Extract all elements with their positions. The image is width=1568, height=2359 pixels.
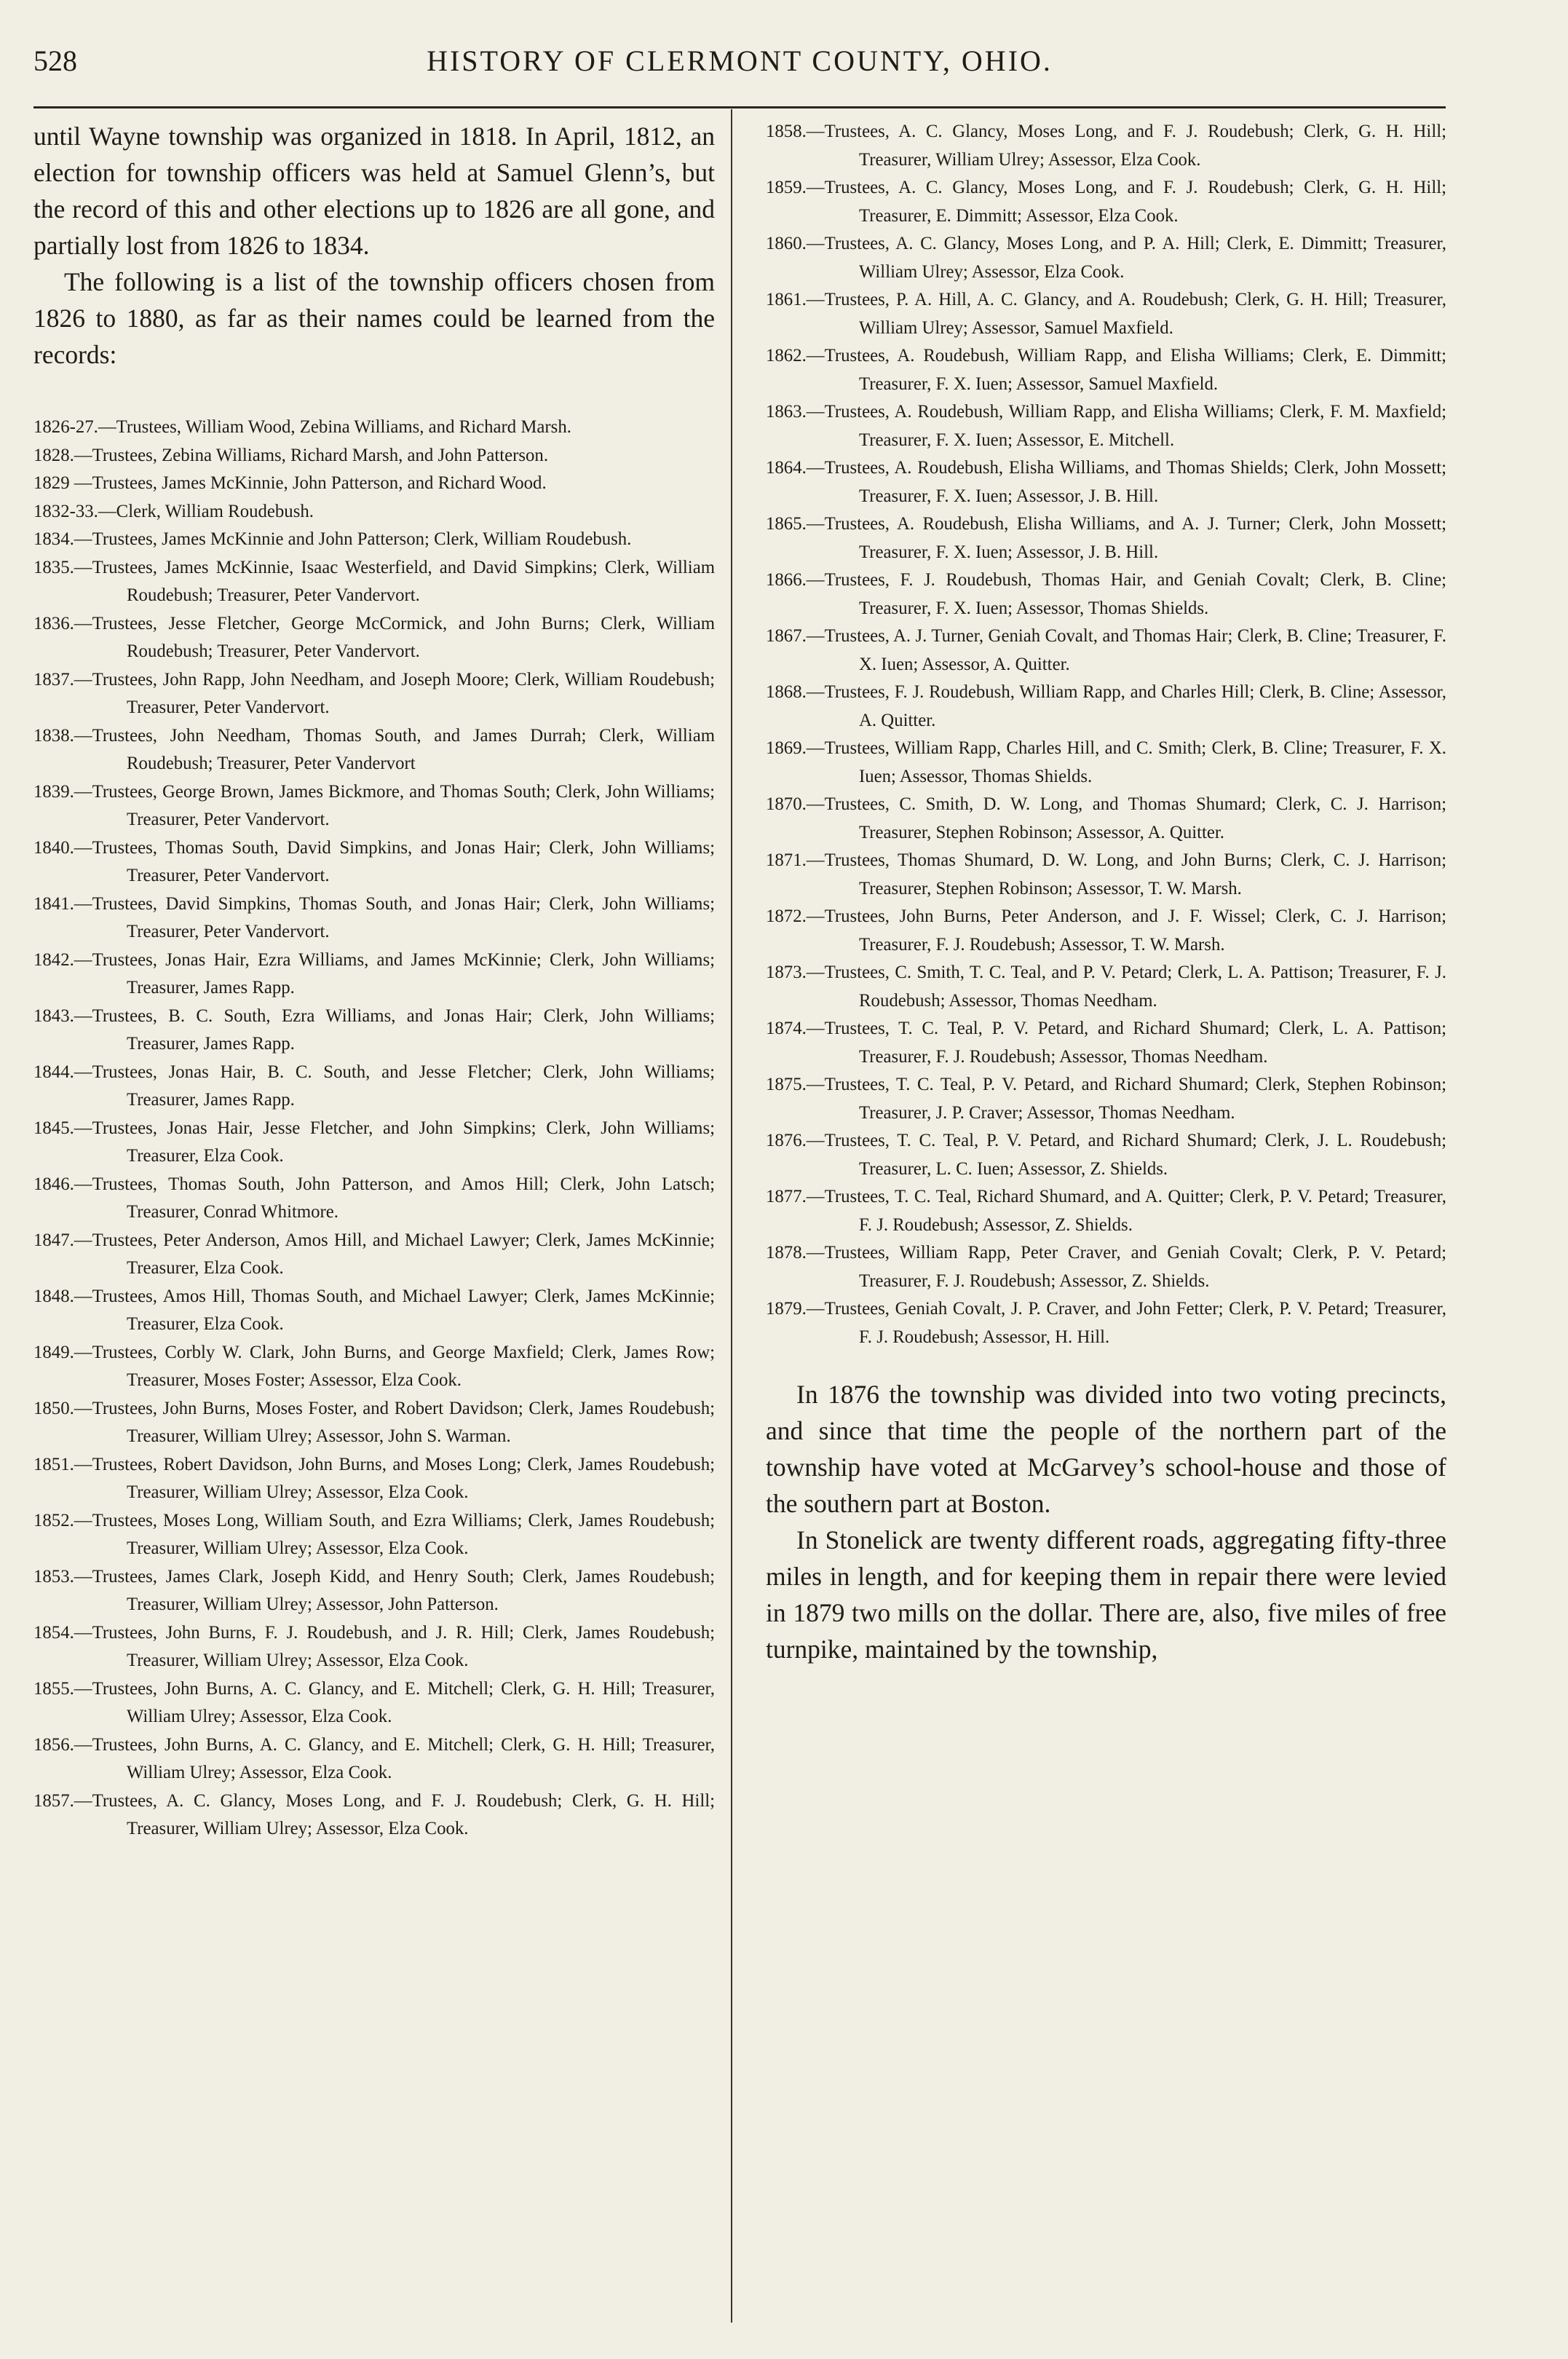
officer-entry: [33, 1395, 715, 1451]
entry-text: —Trustees, A. C. Glancy, Moses Long, and F. J. Roudebush; Clerk, G. H. Hill; Treasurer, E. Dimmitt; Assessor, Elza Cook.: [806, 178, 1446, 226]
officer-entry: [33, 554, 715, 610]
officer-entry: [766, 847, 1446, 903]
officer-entry: [33, 610, 715, 666]
entry-text: —Trustees, A. C. Glancy, Moses Long, and F. J. Roudebush; Clerk, G. H. Hill; Treasurer, William Ulrey; Assessor, Elza Cook.: [74, 1790, 715, 1838]
officer-entry: [33, 526, 715, 554]
page-number: 528: [33, 44, 77, 77]
entry-year: 1874.: [766, 1019, 807, 1038]
running-head: HISTORY OF CLERMONT COUNTY, OHIO.: [427, 44, 1053, 77]
entry-text: —Trustees, John Burns, Moses Foster, and Robert Davidson; Clerk, James Roudebush; Treasurer, William Ulrey; Assessor, John S. Warman.: [74, 1398, 715, 1446]
entry-year: 1865.: [766, 514, 807, 534]
officer-entry: [766, 118, 1446, 174]
officer-entry: [766, 1239, 1446, 1295]
officer-entry: [33, 1115, 715, 1171]
closing-paragraph: In 1876 the township was divided into two voting precincts, and since that time the people of the northern part of the township have voted at McGarvey’s school-house and those of the southern part at Boston.: [766, 1380, 1446, 1518]
entry-text: —Trustees, P. A. Hill, A. C. Glancy, and A. Roudebush; Clerk, G. H. Hill; Treasurer, William Ulrey; Assessor, Samuel Maxfield.: [806, 290, 1446, 338]
officer-entry: [766, 1183, 1446, 1239]
officer-entry: [33, 722, 715, 778]
officer-entry: [33, 1507, 715, 1563]
officer-entry: [766, 1127, 1446, 1183]
entry-text: —Trustees, A. C. Glancy, Moses Long, and P. A. Hill; Clerk, E. Dimmitt; Treasurer, William Ulrey; Assessor, Elza Cook.: [806, 234, 1446, 282]
entry-text: —Trustees, F. J. Roudebush, William Rapp, and Charles Hill; Clerk, B. Cline; Assessor, A. Quitter.: [806, 682, 1446, 730]
entry-year: 1834.: [33, 529, 74, 549]
entry-year: 1859.: [766, 178, 807, 197]
entry-text: —Trustees, Jesse Fletcher, George McCormick, and John Burns; Clerk, William Roudebush; Treasurer, Peter Vandervort.: [74, 613, 715, 661]
entry-year: 1877.: [766, 1187, 807, 1206]
entry-year: 1867.: [766, 626, 807, 646]
entry-text: —Trustees, C. Smith, T. C. Teal, and P. V. Petard; Clerk, L. A. Pattison; Treasurer, F. J. Roudebush; Assessor, Thomas Needham.: [806, 963, 1446, 1011]
entry-text: —Trustees, Moses Long, William South, and Ezra Williams; Clerk, James Roudebush; Treasurer, William Ulrey; Assessor, Elza Cook.: [74, 1510, 715, 1558]
entry-year: 1847.: [33, 1230, 74, 1250]
entry-year: 1848.: [33, 1286, 74, 1306]
officer-entry: [766, 230, 1446, 286]
officer-entry: [33, 1059, 715, 1115]
entry-year: 1853.: [33, 1566, 74, 1587]
officer-entry: [766, 342, 1446, 398]
officer-entry: [33, 1339, 715, 1395]
entry-text: —Trustees, T. C. Teal, P. V. Petard, and Richard Shumard; Clerk, Stephen Robinson; Treasurer, J. P. Craver; Assessor, Thomas Needham.: [806, 1075, 1446, 1123]
entry-year: 1835.: [33, 557, 74, 577]
officer-entry: [33, 498, 715, 526]
entry-text: —Trustees, James Clark, Joseph Kidd, and Henry South; Clerk, James Roudebush; Treasurer, William Ulrey; Assessor, John Patterson.: [74, 1566, 715, 1614]
entry-year: 1846.: [33, 1174, 74, 1194]
entry-year: 1864.: [766, 458, 807, 478]
entry-year: 1860.: [766, 234, 807, 253]
officer-entry: [33, 1563, 715, 1619]
entry-year: 1878.: [766, 1243, 807, 1263]
entry-text: —Trustees, A. Roudebush, William Rapp, and Elisha Williams; Clerk, F. M. Maxfield; Treasurer, F. X. Iuen; Assessor, E. Mitchell.: [806, 402, 1446, 450]
entry-text: —Trustees, A. Roudebush, Elisha Williams, and A. J. Turner; Clerk, John Mossett; Treasurer, F. X. Iuen; Assessor, J. B. Hill.: [806, 514, 1446, 562]
officer-entry: [33, 470, 715, 498]
entry-year: 1861.: [766, 290, 807, 309]
entry-text: —Trustees, John Burns, A. C. Glancy, and E. Mitchell; Clerk, G. H. Hill; Treasurer, William Ulrey; Assessor, Elza Cook.: [74, 1734, 715, 1782]
entry-year: 1841.: [33, 893, 74, 914]
entry-year: 1879.: [766, 1299, 807, 1319]
officer-entry: [33, 947, 715, 1003]
entry-text: —Trustees, Peter Anderson, Amos Hill, and Michael Lawyer; Clerk, James McKinnie; Treasurer, Elza Cook.: [74, 1230, 715, 1278]
entry-year: 1875.: [766, 1075, 807, 1094]
entry-year: 1854.: [33, 1622, 74, 1643]
entry-year: 1869.: [766, 738, 807, 758]
entry-year: 1862.: [766, 346, 807, 365]
entry-text: —Trustees, Thomas Shumard, D. W. Long, and John Burns; Clerk, C. J. Harrison; Treasurer, Stephen Robinson; Assessor, T. W. Marsh.: [806, 850, 1446, 898]
officer-entry: [766, 1015, 1446, 1071]
officer-entry: [766, 903, 1446, 959]
officer-entry: [33, 666, 715, 722]
entry-text: —Trustees, William Wood, Zebina Williams, and Richard Marsh.: [98, 417, 571, 437]
entry-year: 1870.: [766, 794, 807, 814]
closing-paragraph: In Stonelick are twenty different roads, aggregating fifty-three miles in length, and for keeping them in repair there were levied in 1879 two mills on the dollar. There are, also, five miles of free turnpike, maintained by the township,: [766, 1525, 1446, 1664]
entry-text: —Trustees, David Simpkins, Thomas South, and Jonas Hair; Clerk, John Williams; Treasurer, Peter Vandervort.: [74, 893, 715, 941]
entry-text: —Trustees, T. C. Teal, P. V. Petard, and Richard Shumard; Clerk, L. A. Pattison; Treasurer, F. J. Roudebush; Assessor, Thomas Needham.: [806, 1019, 1446, 1067]
column-divider: [731, 109, 732, 2323]
entry-text: —Trustees, A. Roudebush, Elisha Williams, and Thomas Shields; Clerk, John Mossett; Treasurer, F. X. Iuen; Assessor, J. B. Hill.: [806, 458, 1446, 506]
entry-text: —Trustees, Geniah Covalt, J. P. Craver, and John Fetter; Clerk, P. V. Petard; Treasurer, F. J. Roudebush; Assessor, H. Hill.: [806, 1299, 1446, 1347]
entry-year: 1838.: [33, 725, 74, 746]
entry-text: —Trustees, Thomas South, John Patterson, and Amos Hill; Clerk, John Latsch; Treasurer, Conrad Whitmore.: [74, 1174, 715, 1222]
entry-year: 1866.: [766, 570, 807, 590]
officer-entry: [766, 735, 1446, 791]
entry-text: —Trustees, F. J. Roudebush, Thomas Hair, and Geniah Covalt; Clerk, B. Cline; Treasurer, F. X. Iuen; Assessor, Thomas Shields.: [806, 570, 1446, 618]
officer-entry: [766, 286, 1446, 342]
entry-text: —Trustees, James McKinnie, John Patterson, and Richard Wood.: [69, 473, 547, 493]
entry-year: 1832-33.: [33, 501, 98, 521]
entry-year: 1857.: [33, 1790, 74, 1811]
officer-entry: [766, 454, 1446, 510]
officer-entry: [33, 1731, 715, 1787]
entry-year: 1852.: [33, 1510, 74, 1530]
entry-text: —Trustees, T. C. Teal, Richard Shumard, and A. Quitter; Clerk, P. V. Petard; Treasurer, F. J. Roudebush; Assessor, Z. Shields.: [806, 1187, 1446, 1235]
officer-entry: [766, 791, 1446, 847]
page-header: [33, 38, 1446, 90]
entry-text: —Trustees, A. C. Glancy, Moses Long, and F. J. Roudebush; Clerk, G. H. Hill; Treasurer, William Ulrey; Assessor, Elza Cook.: [806, 122, 1446, 170]
officer-list-right: [766, 118, 1446, 1351]
entry-text: —Trustees, Jonas Hair, Jesse Fletcher, and John Simpkins; Clerk, John Williams; Treasurer, Elza Cook.: [74, 1118, 715, 1166]
entry-text: —Trustees, George Brown, James Bickmore, and Thomas South; Clerk, John Williams; Treasurer, Peter Vandervort.: [74, 781, 715, 829]
entry-year: 1828.: [33, 445, 74, 465]
intro-paragraph: The following is a list of the township officers chosen from 1826 to 1880, as far as their names could be learned from the records:: [33, 267, 715, 369]
entry-year: 1868.: [766, 682, 807, 702]
entry-text: —Trustees, C. Smith, D. W. Long, and Thomas Shumard; Clerk, C. J. Harrison; Treasurer, Stephen Robinson; Assessor, A. Quitter.: [806, 794, 1446, 842]
entry-text: —Trustees, A. J. Turner, Geniah Covalt, and Thomas Hair; Clerk, B. Cline; Treasurer, F. X. Iuen; Assessor, A. Quitter.: [806, 626, 1446, 674]
officer-entry: [33, 1619, 715, 1675]
officer-entry: [33, 778, 715, 834]
entry-year: 1829: [33, 473, 70, 493]
entry-year: 1863.: [766, 402, 807, 422]
officer-entry: [766, 566, 1446, 623]
entry-text: —Clerk, William Roudebush.: [98, 501, 314, 521]
entry-year: 1836.: [33, 613, 74, 633]
entry-text: —Trustees, B. C. South, Ezra Williams, and Jonas Hair; Clerk, John Williams; Treasurer, James Rapp.: [74, 1005, 715, 1054]
entry-text: —Trustees, William Rapp, Peter Craver, and Geniah Covalt; Clerk, P. V. Petard; Treasurer, F. J. Roudebush; Assessor, Z. Shields.: [806, 1243, 1446, 1291]
officer-entry: [33, 442, 715, 470]
entry-year: 1855.: [33, 1678, 74, 1699]
entry-text: —Trustees, T. C. Teal, P. V. Petard, and Richard Shumard; Clerk, J. L. Roudebush; Treasurer, L. C. Iuen; Assessor, Z. Shields.: [806, 1131, 1446, 1179]
entry-year: 1871.: [766, 850, 807, 870]
entry-text: —Trustees, Corbly W. Clark, John Burns, and George Maxfield; Clerk, James Row; Treasurer, Moses Foster; Assessor, Elza Cook.: [74, 1342, 715, 1390]
officer-entry: [33, 890, 715, 947]
entry-text: —Trustees, Jonas Hair, B. C. South, and Jesse Fletcher; Clerk, John Williams; Treasurer, James Rapp.: [74, 1062, 715, 1110]
officer-entry: [766, 174, 1446, 230]
entry-text: —Trustees, Robert Davidson, John Burns, and Moses Long; Clerk, James Roudebush; Treasurer, William Ulrey; Assessor, Elza Cook.: [74, 1454, 715, 1502]
entry-year: 1849.: [33, 1342, 74, 1362]
entry-text: —Trustees, James McKinnie, Isaac Westerfield, and David Simpkins; Clerk, William Roudebush; Treasurer, Peter Vandervort.: [74, 557, 715, 605]
entry-year: 1826-27.: [33, 417, 98, 437]
entry-text: —Trustees, Amos Hill, Thomas South, and Michael Lawyer; Clerk, James McKinnie; Treasurer, Elza Cook.: [74, 1286, 715, 1334]
officer-entry: [33, 1787, 715, 1844]
entry-text: —Trustees, John Burns, F. J. Roudebush, and J. R. Hill; Clerk, James Roudebush; Treasurer, William Ulrey; Assessor, Elza Cook.: [74, 1622, 715, 1670]
entry-year: 1858.: [766, 122, 807, 141]
officer-entry: [766, 959, 1446, 1015]
entry-text: —Trustees, A. Roudebush, William Rapp, and Elisha Williams; Clerk, E. Dimmitt; Treasurer, F. X. Iuen; Assessor, Samuel Maxfield.: [806, 346, 1446, 394]
officer-entry: [33, 414, 715, 442]
officer-entry: [766, 1071, 1446, 1127]
entry-year: 1844.: [33, 1062, 74, 1082]
entry-text: —Trustees, John Needham, Thomas South, and James Durrah; Clerk, William Roudebush; Treasurer, Peter Vandervort: [74, 725, 715, 773]
officer-entry: [33, 1227, 715, 1283]
entry-text: —Trustees, William Rapp, Charles Hill, and C. Smith; Clerk, B. Cline; Treasurer, F. X. Iuen; Assessor, Thomas Shields.: [806, 738, 1446, 786]
officer-entry: [33, 1171, 715, 1227]
entry-year: 1842.: [33, 949, 74, 970]
officer-entry: [766, 679, 1446, 735]
entry-year: 1851.: [33, 1454, 74, 1474]
intro-paragraph: until Wayne township was organized in 1818. In April, 1812, an election for township officers was held at Samuel Glenn’s, but the record of this and other elections up to 1826 are all gone, and partially lost from 1826 to 1834.: [33, 122, 715, 260]
entry-year: 1845.: [33, 1118, 74, 1138]
officer-entry: [33, 1675, 715, 1731]
entry-text: —Trustees, Zebina Williams, Richard Marsh, and John Patterson.: [74, 445, 549, 465]
officer-entry: [33, 1003, 715, 1059]
header-rule: [33, 106, 1446, 108]
entry-year: 1840.: [33, 837, 74, 858]
closing-paragraphs: [766, 1376, 1446, 1667]
officer-entry: [766, 398, 1446, 454]
entry-year: 1837.: [33, 669, 74, 689]
entry-text: —Trustees, John Rapp, John Needham, and Joseph Moore; Clerk, William Roudebush; Treasurer, Peter Vandervort.: [74, 669, 715, 717]
entry-year: 1876.: [766, 1131, 807, 1150]
entry-text: —Trustees, John Burns, Peter Anderson, and J. F. Wissel; Clerk, C. J. Harrison; Treasurer, F. J. Roudebush; Assessor, T. W. Marsh.: [806, 906, 1446, 955]
officer-entry: [766, 510, 1446, 566]
entry-text: —Trustees, Jonas Hair, Ezra Williams, and James McKinnie; Clerk, John Williams; Treasurer, James Rapp.: [74, 949, 715, 997]
entry-year: 1856.: [33, 1734, 74, 1755]
entry-year: 1872.: [766, 906, 807, 926]
left-column: [33, 118, 715, 1844]
officer-entry: [33, 1283, 715, 1339]
officer-entry: [33, 834, 715, 890]
entry-year: 1850.: [33, 1398, 74, 1418]
officer-entry: [33, 1451, 715, 1507]
entry-text: —Trustees, Thomas South, David Simpkins, and Jonas Hair; Clerk, John Williams; Treasurer, Peter Vandervort.: [74, 837, 715, 885]
officer-entry: [766, 623, 1446, 679]
entry-year: 1839.: [33, 781, 74, 802]
entry-year: 1873.: [766, 963, 807, 982]
officer-list-left: [33, 414, 715, 1844]
right-column: [766, 118, 1446, 1667]
entry-text: —Trustees, James McKinnie and John Patterson; Clerk, William Roudebush.: [74, 529, 632, 549]
officer-entry: [766, 1295, 1446, 1351]
entry-year: 1843.: [33, 1005, 74, 1026]
entry-text: —Trustees, John Burns, A. C. Glancy, and E. Mitchell; Clerk, G. H. Hill; Treasurer, William Ulrey; Assessor, Elza Cook.: [74, 1678, 715, 1726]
